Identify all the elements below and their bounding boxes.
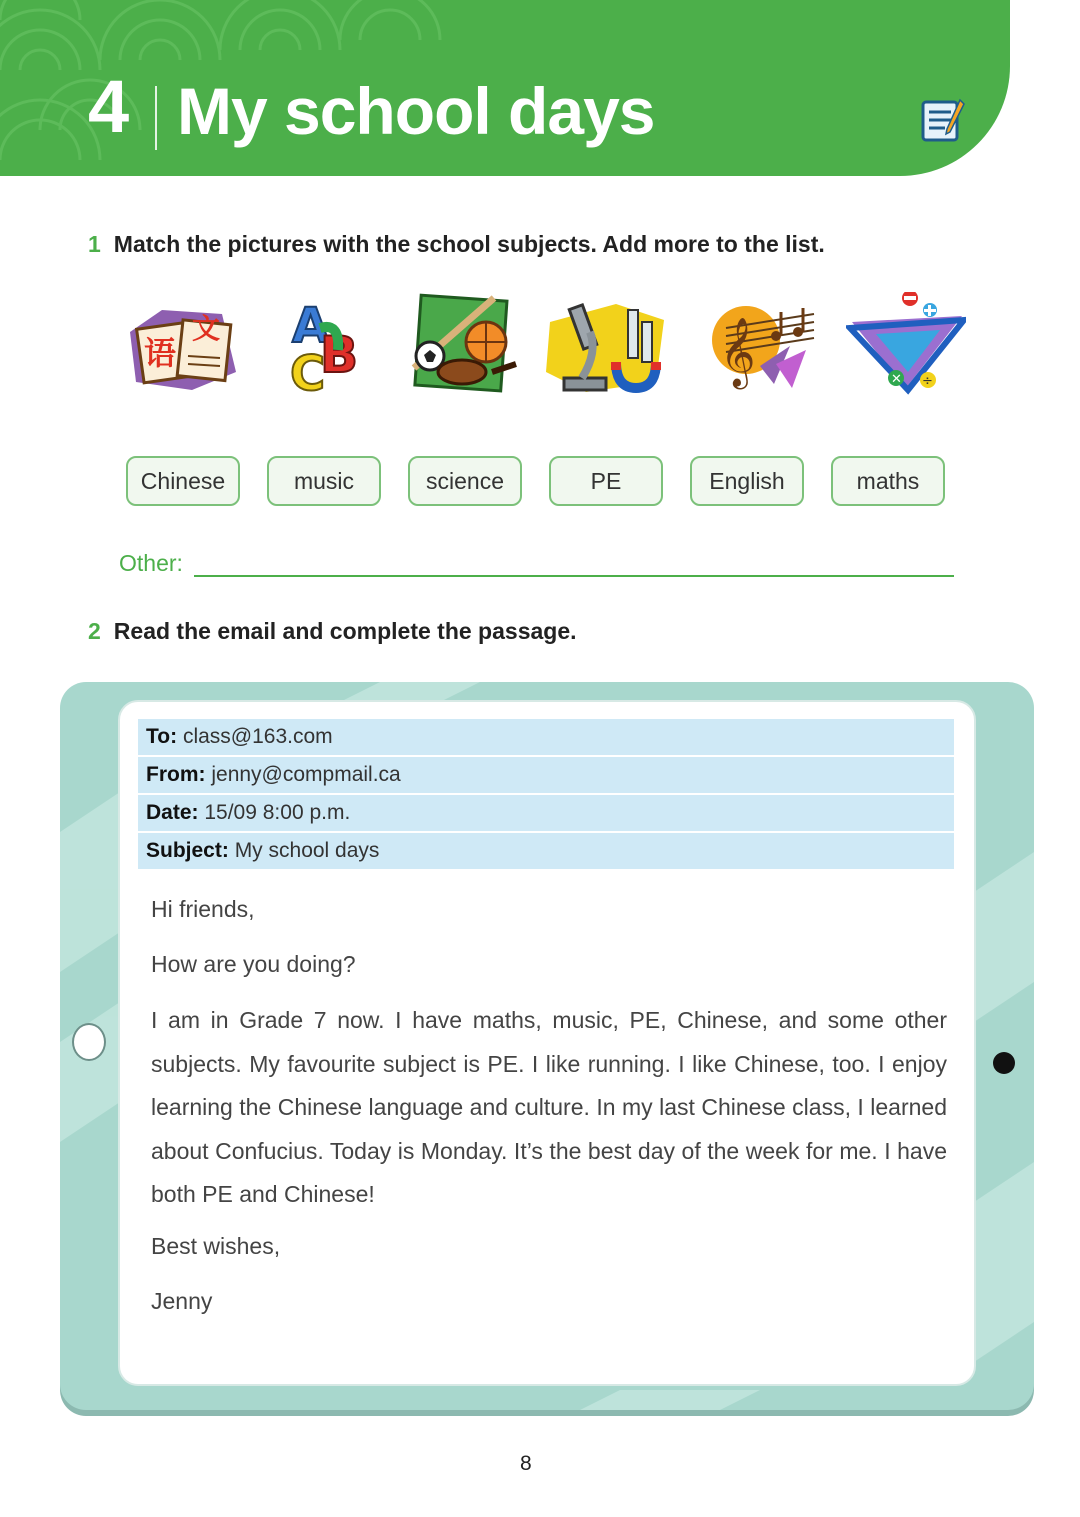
unit-banner — [0, 0, 1010, 176]
svg-text:B: B — [320, 326, 359, 384]
email-subject-value: My school days — [234, 839, 380, 862]
email-body-paragraph: I am in Grade 7 now. I have maths, music, PE, Chinese, and some other subjects. My favourite subject is PE. I like running. I like Chinese, too. I enjoy learning the Chinese language and culture. In my last Chinese class, I learned about Confucius. Today is Monday. It’s the best day of the week for me. I have both PE and Chinese! — [151, 1007, 947, 1207]
email-date-row — [138, 795, 954, 831]
email-closing: Best wishes, — [151, 1233, 281, 1259]
subject-chip-pe[interactable]: PE — [549, 456, 663, 506]
other-label: Other: — [119, 550, 183, 576]
notebook-icon — [920, 96, 966, 144]
svg-text:语: 语 — [144, 334, 177, 372]
subject-chip-chinese[interactable]: Chinese — [126, 456, 240, 506]
email-to-row — [138, 719, 954, 755]
geometry-tools-icon — [846, 292, 966, 402]
exercise-2-number: 2 — [88, 618, 101, 644]
exercise-2-instruction — [88, 618, 577, 645]
abc-letters-icon — [280, 292, 400, 402]
exercise-1-instruction — [88, 231, 825, 258]
unit-divider — [155, 86, 157, 150]
email-subject-label: Subject: — [146, 839, 229, 862]
svg-text:C: C — [290, 346, 326, 402]
svg-text:÷: ÷ — [922, 374, 933, 389]
email-from-row — [138, 757, 954, 793]
subject-chip-english[interactable]: English — [690, 456, 804, 506]
svg-text:𝄞: 𝄞 — [720, 317, 756, 387]
microscope-icon — [546, 292, 666, 402]
unit-title: My school days — [177, 74, 655, 148]
email-from-label: From: — [146, 763, 206, 786]
email-subject-row — [138, 833, 954, 869]
email-date-label: Date: — [146, 801, 199, 824]
email-to-value: class@163.com — [182, 725, 333, 748]
exercise-1-text: Match the pictures with the school subjects. Add more to the list. — [113, 231, 825, 257]
svg-text:文: 文 — [192, 312, 221, 345]
tablet-home-button[interactable] — [72, 1023, 106, 1061]
chinese-book-icon — [122, 292, 242, 402]
exercise-2-text: Read the email and complete the passage. — [113, 618, 577, 644]
email-from-value: jenny@compmail.ca — [211, 763, 401, 786]
music-notes-icon — [706, 292, 826, 402]
email-date-value: 15/09 8:00 p.m. — [204, 801, 351, 824]
subject-chip-music[interactable]: music — [267, 456, 381, 506]
subject-chip-science[interactable]: science — [408, 456, 522, 506]
page-number: 8 — [520, 1452, 532, 1475]
svg-text:A: A — [292, 298, 330, 354]
email-to-label: To: — [146, 725, 178, 748]
other-answer-line[interactable] — [194, 575, 954, 577]
email-opening-line: How are you doing? — [151, 951, 356, 977]
tablet-camera-dot — [993, 1052, 1015, 1074]
email-greeting: Hi friends, — [151, 896, 255, 922]
sports-balls-icon — [400, 292, 520, 402]
svg-text:✕: ✕ — [891, 372, 902, 387]
exercise-1-number: 1 — [88, 231, 101, 257]
email-signature: Jenny — [151, 1288, 213, 1314]
unit-number: 4 — [88, 65, 130, 148]
subject-chip-maths[interactable]: maths — [831, 456, 945, 506]
